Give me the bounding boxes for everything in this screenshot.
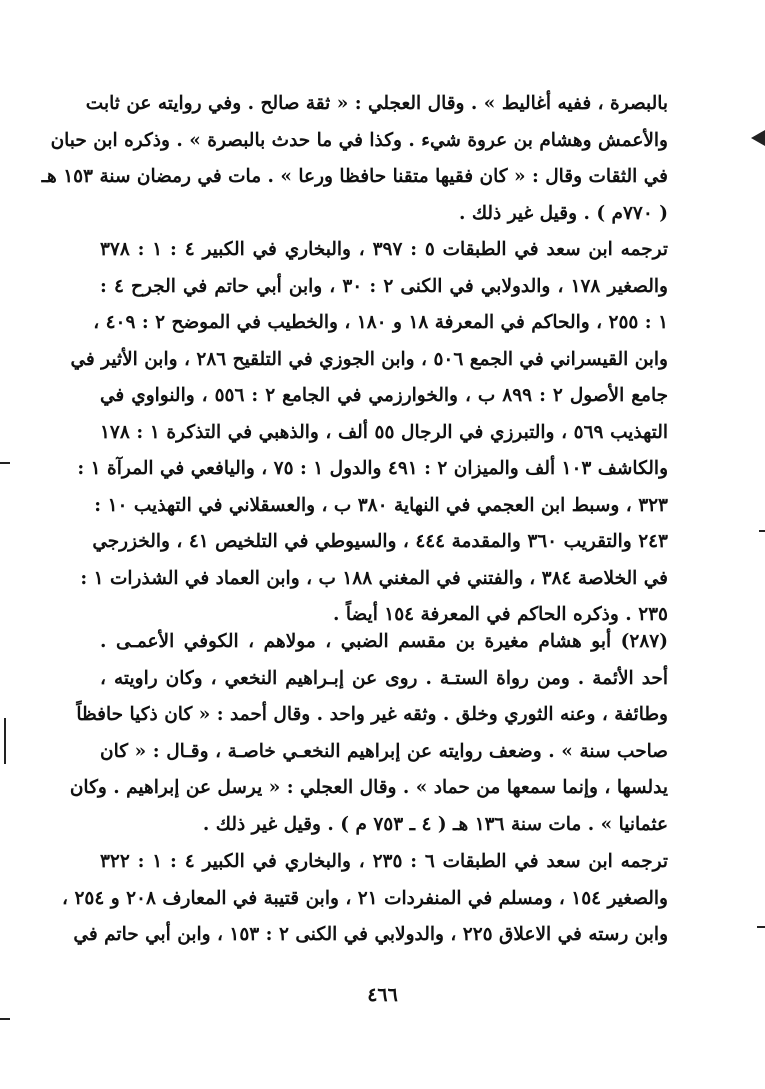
margin-arrow-mark (751, 130, 765, 146)
text-line: جامع الأصول ٢ : ٨٩٩ ب ، والخوارزمي في الجامع ٢ : ٥٥٦ ، والنواوي في (100, 385, 669, 406)
margin-line-left-1 (4, 718, 6, 764)
margin-tick-right-1 (759, 530, 765, 532)
paragraph-entry-287 (69, 624, 668, 843)
text-line: يدلسها ، وإنما سمعها من حماد » . وقال العجلي : « يرسل عن إبراهيم . وكان (69, 777, 668, 798)
page-number: ٤٦٦ (367, 984, 398, 1006)
text-line: صاحب سنة » . وضعف روايته عن إبراهيم النخعـي خاصـة ، وقـال : « كان (100, 740, 668, 762)
text-line: والصغير ١٥٤ ، ومسلم في المنفردات ٢١ ، وابن قتيبة في المعارف ٢٠٨ و ٢٥٤ ، (62, 887, 668, 909)
paragraph-references-287 (62, 844, 669, 954)
text-line: ٢٤٣ والتقريب ٣٦٠ والمقدمة ٤٤٤ ، والسيوطي في التلخيص ٤١ ، والخزرجي (92, 531, 668, 552)
text-line: عثمانيا » . مات سنة ١٣٦ هـ ( ٤ ـ ٧٥٣ م ) . وقيل غير ذلك . (202, 813, 668, 835)
text-line: والكاشف ١٠٣ ألف والميزان ٢ : ٤٩١ والدول ١ : ٧٥ ، واليافعي في المرآة ١ : (77, 458, 668, 479)
text-line: والصغير ١٧٨ ، والدولابي في الكنى ٢ : ٣٠ ، وابن أبي حاتم في الجرح ٤ : (100, 275, 668, 297)
text-line: (٢٨٧) أبو هشام مغيرة بن مقسم الضبي ، مولاهم ، الكوفي الأعمـى . (100, 631, 668, 652)
text-line: ١ : ٢٥٥ ، والحاكم في المعرفة ١٨ و ١٨٠ ، والخطيب في الموضح ٢ : ٤٠٩ ، (93, 312, 668, 333)
text-line: وطائفة ، وعنه الثوري وخلق . وثقه غير واحد . وقال أحمد : « كان ذكيا حافظاً (76, 704, 668, 725)
margin-tick-left-2 (0, 1018, 10, 1020)
text-line: وابن رسته في الاعلاق ٢٢٥ ، والدولابي في الكنى ٢ : ١٥٣ ، وابن أبي حاتم في (73, 924, 668, 945)
text-line: وابن القيسراني في الجمع ٥٠٦ ، وابن الجوزي في التلقيح ٢٨٦ ، وابن الأثير في (70, 348, 668, 370)
text-line: ترجمه ابن سعد في الطبقات ٦ : ٢٣٥ ، والبخاري في الكبير ٤ : ١ : ٣٢٢ (100, 851, 669, 872)
text-line: ٢٣٥ . وذكره الحاكم في المعرفة ١٥٤ أيضاً . (333, 604, 668, 625)
text-line: والأعمش وهشام بن عروة شيء . وكذا في ما حدث بالبصرة » . وذكره ابن حبان (50, 129, 668, 151)
text-line: أحد الأئمة . ومن رواة الستـة . روى عن إبـراهيم النخعي ، وكان راويته ، (100, 667, 668, 689)
text-line: التهذيب ٥٦٩ ، والتبرزي في الرجال ٥٥ ألف ، والذهبي في التذكرة ١ : ١٧٨ (100, 421, 668, 443)
text-line: في الخلاصة ٣٨٤ ، والفتني في المغني ١٨٨ ب ، وابن العماد في الشذرات ١ : (80, 567, 668, 589)
paragraph-biography-end (41, 86, 668, 232)
text-line: في الثقات وقال : « كان فقيها متقنا حافظا ورعا » . مات في رمضان سنة ١٥٣ هـ (41, 166, 668, 187)
text-line: ( ٧٧٠م ) . وقيل غير ذلك . (458, 202, 668, 224)
text-line: ٣٢٣ ، وسبط ابن العجمي في النهاية ٣٨٠ ب ، والعسقلاني في التهذيب ١٠ : (94, 494, 668, 516)
text-line: ترجمه ابن سعد في الطبقات ٥ : ٣٩٧ ، والبخاري في الكبير ٤ : ١ : ٣٧٨ (100, 239, 669, 260)
text-line: بالبصرة ، ففيه أغاليط » . وقال العجلي : « ثقة صالح . وفي روايته عن ثابت (85, 93, 668, 114)
margin-tick-right-2 (757, 926, 765, 928)
margin-tick-left-1 (0, 462, 10, 464)
paragraph-references (70, 232, 669, 634)
